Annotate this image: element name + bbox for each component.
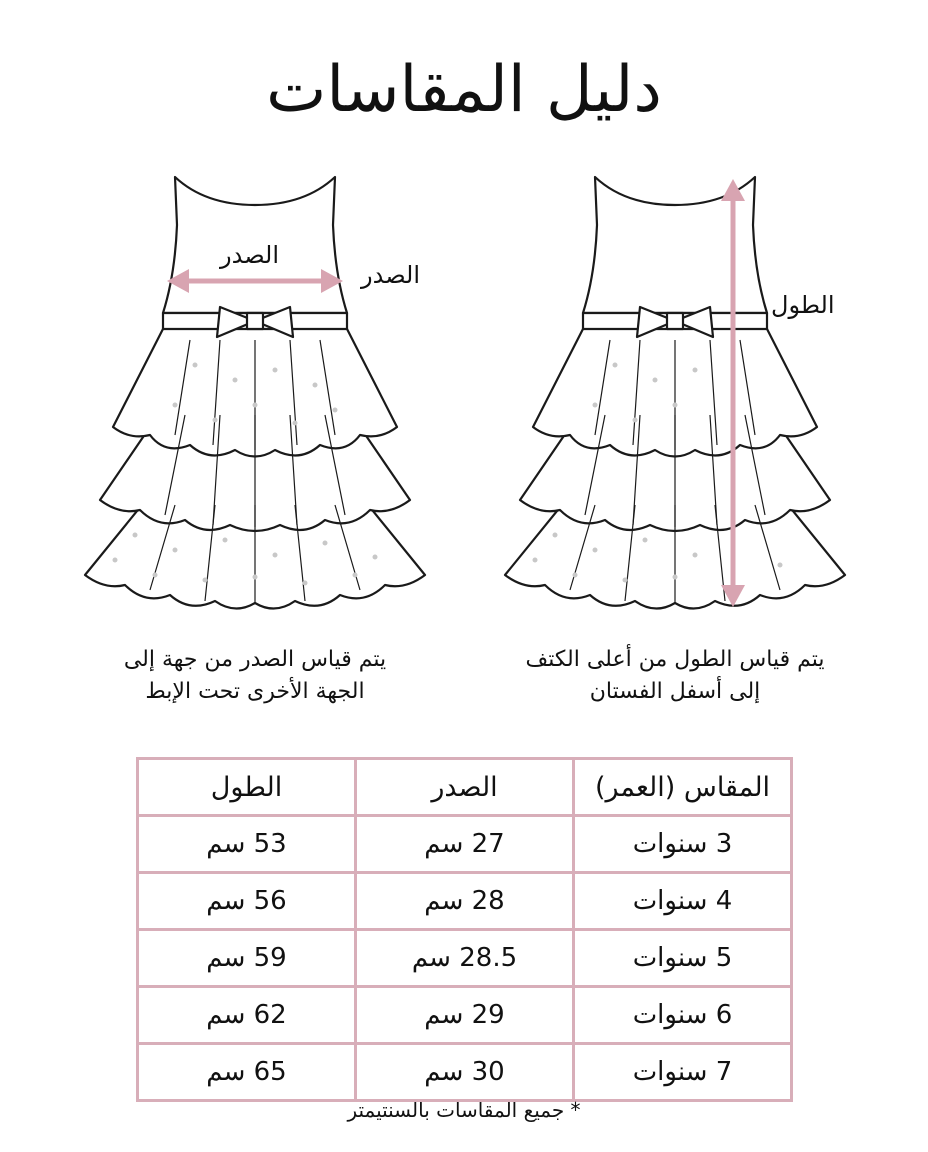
dress-illustration [475, 165, 875, 620]
cell-length: 65 سم [138, 1044, 356, 1101]
cell-chest: 28 سم [356, 873, 574, 930]
table-row [138, 930, 792, 987]
header-size-age: المقاس (العمر) [574, 759, 792, 816]
page-title: دليل المقاسات [266, 53, 662, 127]
length-measurement-figure [475, 165, 875, 620]
cell-size: 6 سنوات [574, 987, 792, 1044]
dress-bow-knot [247, 313, 263, 329]
dress-illustration [55, 165, 455, 620]
table-row [138, 987, 792, 1044]
cell-length: 56 سم [138, 873, 356, 930]
cell-chest: 28.5 سم [356, 930, 574, 987]
dress-bow-knot [667, 313, 683, 329]
cell-chest: 30 سم [356, 1044, 574, 1101]
table-header-row [138, 759, 792, 816]
cell-size: 7 سنوات [574, 1044, 792, 1101]
table-row [138, 816, 792, 873]
cell-chest: 29 سم [356, 987, 574, 1044]
chest-side-label: الصدر [361, 261, 420, 289]
cell-size: 4 سنوات [574, 873, 792, 930]
chest-caption: يتم قياس الصدر من جهة إلى الجهة الأخرى تحت الإبط [123, 647, 387, 704]
chest-measurement-figure [55, 165, 455, 620]
table-row [138, 1044, 792, 1101]
cell-length: 59 سم [138, 930, 356, 987]
header-chest: الصدر [356, 759, 574, 816]
header-length: الطول [138, 759, 356, 816]
length-side-label: الطول [771, 291, 835, 319]
cell-length: 62 سم [138, 987, 356, 1044]
cell-chest: 27 سم [356, 816, 574, 873]
cell-size: 3 سنوات [574, 816, 792, 873]
length-caption: يتم قياس الطول من أعلى الكتف إلى أسفل الفستان [525, 647, 825, 704]
chest-inner-label: الصدر [220, 241, 279, 269]
size-table [136, 757, 793, 1102]
cell-length: 53 سم [138, 816, 356, 873]
cell-size: 5 سنوات [574, 930, 792, 987]
footnote: * جميع المقاسات بالسنتيمتر [347, 1098, 581, 1122]
table-row [138, 873, 792, 930]
